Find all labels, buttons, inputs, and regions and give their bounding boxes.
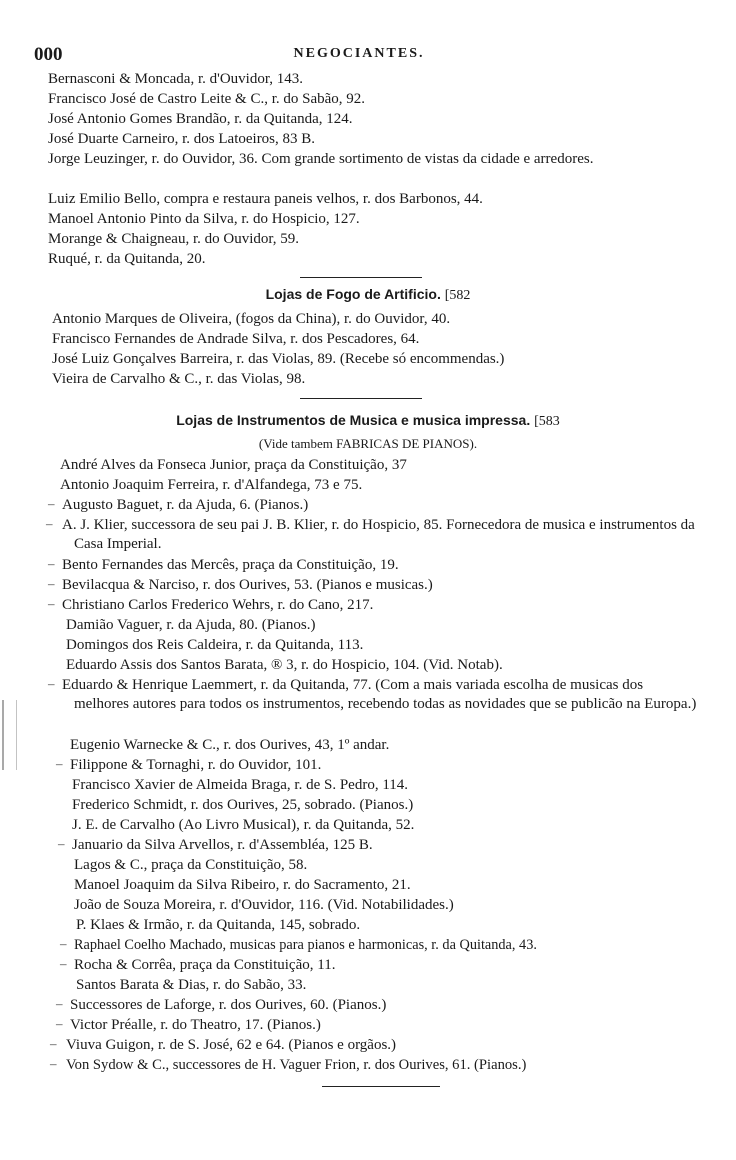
section-divider	[300, 398, 422, 399]
page-header	[34, 44, 684, 66]
list-item: Lagos & C., praça da Constituição, 58.	[74, 857, 308, 873]
list-item: Viuva Guigon, r. de S. José, 62 e 64. (Pianos e orgãos.)	[66, 1037, 397, 1053]
list-item: Manoel Antonio Pinto da Silva, r. do Hospicio, 127.	[48, 211, 360, 227]
list-item: Antonio Joaquim Ferreira, r. d'Alfandega, 73 e 75.	[60, 477, 363, 493]
list-item: Christiano Carlos Frederico Wehrs, r. do Cano, 217.	[62, 597, 374, 613]
margin-mark: –	[48, 496, 55, 511]
margin-mark: –	[56, 996, 63, 1011]
margin-mark: –	[48, 596, 55, 611]
list-item: Francisco José de Castro Leite & C., r. do Sabão, 92.	[48, 91, 366, 107]
list-item: Januario da Silva Arvellos, r. d'Assembléa, 125 B.	[72, 837, 373, 853]
list-item: Francisco Fernandes de Andrade Silva, r. dos Pescadores, 64.	[52, 331, 420, 347]
list-item: Filippone & Tornaghi, r. do Ouvidor, 101.	[70, 757, 322, 773]
list-item: Bernasconi & Moncada, r. d'Ouvidor, 143.	[48, 71, 303, 87]
list-item: Ruqué, r. da Quitanda, 20.	[48, 251, 206, 267]
list-item: Santos Barata & Dias, r. do Sabão, 33.	[76, 977, 307, 993]
margin-mark: –	[60, 936, 67, 951]
list-item: Francisco Xavier de Almeida Braga, r. de S. Pedro, 114.	[72, 777, 409, 793]
list-item: Luiz Emilio Bello, compra e restaura paneis velhos, r. dos Barbonos, 44.	[48, 191, 483, 207]
margin-mark: –	[50, 1036, 57, 1051]
list-item: José Luiz Gonçalves Barreira, r. das Violas, 89. (Recebe só encommendas.)	[52, 351, 505, 367]
margin-mark: –	[48, 556, 55, 571]
list-item: Raphael Coelho Machado, musicas para pianos e harmonicas, r. da Quitanda, 43.	[74, 937, 537, 953]
list-item: Successores de Laforge, r. dos Ourives, 60. (Pianos.)	[70, 997, 387, 1013]
list-item: Victor Préalle, r. do Theatro, 17. (Pianos.)	[70, 1017, 321, 1033]
list-item: A. J. Klier, successora de seu pai J. B. Klier, r. do Hospicio, 85. Fornecedora de musica e instrumentos da Casa Imperial.	[62, 517, 695, 552]
list-item: Eduardo Assis dos Santos Barata, ® 3, r. do Hospicio, 104. (Vid. Notab).	[66, 657, 503, 673]
margin-scribble	[2, 700, 17, 770]
margin-mark: –	[56, 756, 63, 771]
list-item: Jorge Leuzinger, r. do Ouvidor, 36. Com grande sortimento de vistas da cidade e arredores.	[48, 151, 594, 167]
section-divider	[300, 277, 422, 278]
margin-mark: –	[56, 1016, 63, 1031]
list-item: Bevilacqua & Narciso, r. dos Ourives, 53. (Pianos e musicas.)	[62, 577, 433, 593]
list-item: Domingos dos Reis Caldeira, r. da Quitanda, 113.	[66, 637, 364, 653]
section-number: [583	[534, 414, 560, 429]
list-item: J. E. de Carvalho (Ao Livro Musical), r. da Quitanda, 52.	[72, 817, 415, 833]
section-title: Lojas de Fogo de Artificio.	[265, 286, 441, 302]
list-item: Antonio Marques de Oliveira, (fogos da China), r. do Ouvidor, 40.	[52, 311, 451, 327]
list-item: André Alves da Fonseca Junior, praça da Constituição, 37	[60, 457, 407, 473]
list-item: Morange & Chaigneau, r. do Ouvidor, 59.	[48, 231, 300, 247]
margin-mark: –	[58, 836, 65, 851]
section-divider	[322, 1086, 440, 1087]
running-title: NEGOCIANTES.	[293, 46, 425, 61]
list-item: Manoel Joaquim da Silva Ribeiro, r. do Sacramento, 21.	[74, 877, 411, 893]
section-number: [582	[444, 288, 471, 303]
list-item: Bento Fernandes das Mercês, praça da Constituição, 19.	[62, 557, 399, 573]
section-title: Lojas de Instrumentos de Musica e musica impressa.	[176, 412, 531, 428]
list-item: José Duarte Carneiro, r. dos Latoeiros, 83 B.	[48, 131, 316, 147]
margin-mark: –	[48, 576, 55, 591]
list-item: Augusto Baguet, r. da Ajuda, 6. (Pianos.)	[62, 497, 309, 513]
list-item: João de Souza Moreira, r. d'Ouvidor, 116. (Vid. Notabilidades.)	[74, 897, 454, 913]
page-number: 000	[34, 44, 63, 65]
list-item: Eugenio Warnecke & C., r. dos Ourives, 43, 1º andar.	[70, 737, 390, 753]
list-item: Rocha & Corrêa, praça da Constituição, 11.	[74, 957, 336, 973]
list-item: P. Klaes & Irmão, r. da Quitanda, 145, sobrado.	[76, 917, 361, 933]
section-heading-musica	[0, 412, 736, 430]
list-item: Frederico Schmidt, r. dos Ourives, 25, sobrado. (Pianos.)	[72, 797, 414, 813]
list-item: Damião Vaguer, r. da Ajuda, 80. (Pianos.)	[66, 617, 316, 633]
list-item: José Antonio Gomes Brandão, r. da Quitanda, 124.	[48, 111, 353, 127]
section-note: (Vide tambem FABRICAS DE PIANOS).	[258, 436, 478, 451]
margin-mark: –	[60, 956, 67, 971]
margin-mark: –	[50, 1056, 57, 1071]
section-heading-fogo	[0, 286, 736, 304]
list-item: Vieira de Carvalho & C., r. das Violas, 98.	[52, 371, 306, 387]
margin-mark: –	[46, 516, 53, 531]
list-item: Von Sydow & C., successores de H. Vaguer Frion, r. dos Ourives, 61. (Pianos.)	[66, 1057, 527, 1073]
margin-mark: –	[48, 676, 55, 691]
list-item: Eduardo & Henrique Laemmert, r. da Quitanda, 77. (Com a mais variada escolha de musicas dos melhores autores para todos os instrumentos, recebendo todas as novidades que se publicão na Europa.)	[62, 677, 697, 712]
